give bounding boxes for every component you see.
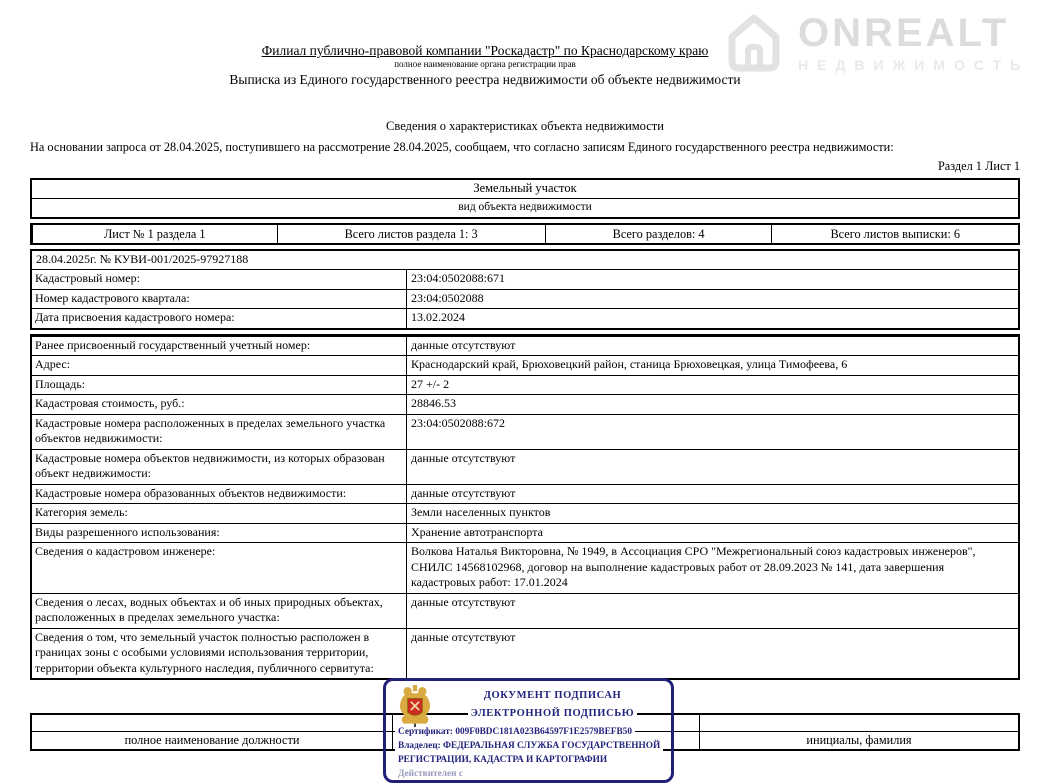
row-label: Площадь: [32, 376, 407, 395]
signature-cell-position [32, 715, 392, 731]
sheet-info-cell: Всего листов раздела 1: 3 [277, 225, 545, 243]
table-row [32, 484, 1018, 504]
table-row [32, 503, 1018, 523]
table-row [32, 289, 1018, 309]
row-value: Краснодарский край, Брюховецкий район, станица Брюховецкая, улица Тимофеева, 6 [411, 357, 848, 371]
stamp-certificate: Сертификат: 009F0BDC181A023B64597F1E2579BEFB50 [395, 727, 669, 737]
table-row [32, 308, 1018, 328]
table-row [32, 593, 1018, 628]
row-label: Сведения о лесах, водных объектах и об иных природных объектах, расположенных в пределах земельного участка: [32, 594, 407, 628]
table-row [32, 628, 1018, 679]
row-value: 13.02.2024 [411, 310, 465, 324]
row-value: Хранение автотранспорта [411, 524, 543, 539]
document-content [30, 0, 1020, 680]
request-number: 28.04.2025г. № КУВИ-001/2025-97927188 [36, 252, 249, 266]
row-label: Кадастровая стоимость, руб.: [32, 395, 407, 414]
registration-org-caption: полное наименование органа регистрации прав [394, 59, 576, 69]
row-value: 23:04:0502088:672 [411, 415, 506, 430]
sheet-info-cell: Всего листов выписки: 6 [771, 225, 1018, 243]
table-row [32, 523, 1018, 543]
identification-rows [32, 269, 1018, 328]
stamp-title-line2: ЭЛЕКТРОННОЙ ПОДПИСЬЮ [438, 708, 667, 719]
section-title: Сведения о характеристиках объекта недвижимости [386, 119, 664, 133]
row-label: Кадастровые номера объектов недвижимости, из которых образован объект недвижимости: [32, 450, 407, 484]
sheet-info-cell: Всего разделов: 4 [545, 225, 772, 243]
object-type-caption: вид объекта недвижимости [32, 198, 1018, 217]
identification-table [30, 249, 1020, 330]
table-row [32, 269, 1018, 289]
document-title: Выписка из Единого государственного реестра недвижимости об объекте недвижимости [229, 72, 741, 87]
watermark-subtitle: НЕДВИЖИМОСТЬ [798, 57, 1030, 73]
name-caption: инициалы, фамилия [699, 732, 1018, 749]
row-label: Сведения о кадастровом инженере: [32, 543, 407, 593]
row-value: Земли населенных пунктов [411, 505, 551, 519]
row-value: данные отсутствуют [411, 485, 516, 500]
table-row [32, 414, 1018, 449]
row-label: Кадастровые номера образованных объектов недвижимости: [32, 485, 407, 504]
stamp-owner-line1: Владелец: ФЕДЕРАЛЬНАЯ СЛУЖБА ГОСУДАРСТВЕННОЙ [395, 741, 669, 751]
sheet-info-table [30, 223, 1020, 245]
watermark-brand: ONREALT [798, 11, 1010, 55]
row-label: Кадастровый номер: [32, 270, 407, 289]
row-value: 27 +/- 2 [411, 376, 450, 391]
row-label: Ранее присвоенный государственный учетный номер: [32, 337, 407, 356]
signature-cell-name [699, 715, 1018, 731]
registration-org-name: Филиал публично-правовой компании "Роскадастр" по Краснодарскому краю [261, 43, 709, 58]
sheet-info-cell: Лист № 1 раздела 1 [32, 225, 277, 243]
table-row [32, 355, 1018, 375]
row-value: данные отсутствуют [411, 337, 516, 352]
row-value: Волкова Наталья Викторовна, № 1949, в Ассоциация СРО "Межрегиональный союз кадастровых инженеров", СНИЛС 14568102968, договор на выполнение кадастровых работ от 28.09.2023 № 141, дата завершения кадастровых работ: 17.01.2024 [411, 544, 976, 589]
row-value: 28846.53 [411, 396, 456, 410]
row-value: данные отсутствуют [411, 450, 516, 465]
attributes-table [30, 334, 1020, 681]
row-value: 23:04:0502088:671 [411, 271, 506, 285]
object-type-table [30, 178, 1020, 219]
document-header [30, 0, 940, 88]
object-type-value: Земельный участок [473, 181, 577, 195]
table-row [32, 375, 1018, 395]
table-row [32, 394, 1018, 414]
row-value: 23:04:0502088 [411, 290, 484, 305]
stamp-title-line1: ДОКУМЕНТ ПОДПИСАН [438, 690, 667, 701]
position-caption: полное наименование должности [124, 733, 300, 747]
row-label: Кадастровые номера расположенных в пределах земельного участка объектов недвижимости: [32, 415, 407, 449]
stamp-validity: Действителен с [395, 769, 669, 779]
row-value: данные отсутствуют [411, 594, 516, 609]
digital-signature-stamp [383, 678, 674, 783]
row-label: Дата присвоения кадастрового номера: [32, 309, 407, 328]
table-row [32, 542, 1018, 593]
section-sheet-label: Раздел 1 Лист 1 [937, 159, 1020, 173]
row-label: Адрес: [32, 356, 407, 375]
row-label: Сведения о том, что земельный участок полностью расположен в границах зоны с особыми условиями использования территории, территории объекта культурного наследия, публичного сервитута: [32, 629, 407, 679]
table-row [32, 449, 1018, 484]
row-value: данные отсутствуют [411, 629, 516, 644]
row-label: Виды разрешенного использования: [32, 524, 407, 543]
row-label: Категория земель: [32, 504, 407, 523]
table-row [32, 336, 1018, 356]
row-label: Номер кадастрового квартала: [32, 290, 407, 309]
stamp-owner-line2: РЕГИСТРАЦИИ, КАДАСТРА И КАРТОГРАФИИ [395, 755, 669, 765]
request-statement: На основании запроса от 28.04.2025, поступившего на рассмотрение 28.04.2025, сообщаем, что согласно записям Единого государственного реестра недвижимости: [30, 140, 894, 154]
